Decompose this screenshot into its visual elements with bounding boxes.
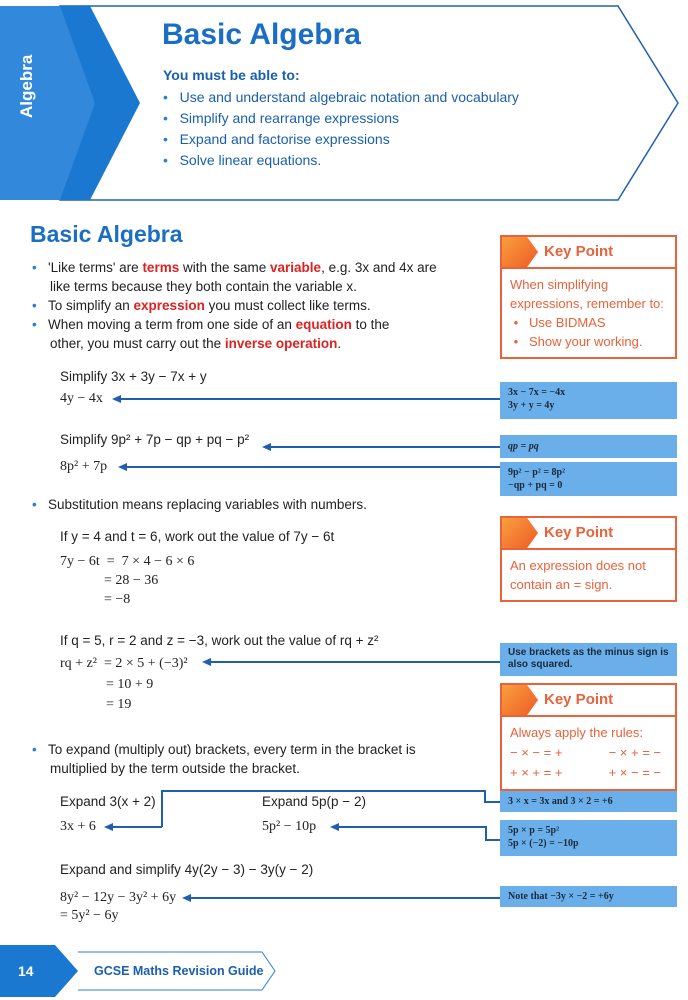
key-point-title: Key Point — [544, 524, 614, 541]
key-point-text: An expression does not — [510, 558, 646, 573]
connector-line — [336, 826, 486, 828]
sign-rule: + × + = + — [510, 765, 563, 780]
connector-line — [485, 826, 487, 840]
working-line: 7y − 6t = 7 × 4 − 6 × 6 — [60, 554, 195, 569]
objective: • Use and understand algebraic notation and vocabulary — [163, 89, 519, 105]
key-point-bullet: • Show your working. — [510, 334, 643, 349]
key-point-flag-icon — [502, 237, 538, 267]
key-point-flag-icon — [502, 685, 538, 715]
note-collect: 9p² − p² = 8p² −qp + pq = 0 — [500, 462, 677, 496]
example-simplify-2: Simplify 9p² + 7p − qp + pq − p² — [60, 432, 250, 447]
note-expand-2: 5p × p = 5p² 5p × (−2) = −10p — [500, 820, 677, 856]
key-point-box — [500, 683, 677, 791]
connector-line — [188, 897, 500, 899]
book-title: GCSE Maths Revision Guide — [94, 964, 264, 978]
page-number: 14 — [18, 963, 34, 979]
key-point-text: Always apply the rules: — [510, 725, 643, 740]
objectives-list — [163, 87, 519, 171]
key-point-title: Key Point — [544, 243, 614, 260]
answer-simplify-2: 8p² + 7p — [60, 459, 108, 474]
working-line: 8y² − 12y − 3y² + 6y — [60, 890, 177, 905]
connector-line — [124, 466, 500, 468]
working-line: = −8 — [104, 592, 131, 607]
working-line: = 5y² − 6y — [60, 908, 119, 923]
key-point-text: contain an = sign. — [510, 577, 613, 592]
connector-line — [484, 801, 500, 803]
objectives-heading: You must be able to: — [163, 67, 300, 83]
connector-line — [161, 790, 485, 792]
example-expand-2: Expand 5p(p − 2) — [262, 794, 366, 809]
objective: • Simplify and rearrange expressions — [163, 110, 400, 126]
section-tab-label: Algebra — [17, 54, 36, 118]
objective: • Expand and factorise expressions — [163, 131, 390, 147]
bullet-like-terms: • 'Like terms' are terms with the same variable, e.g. 3x and 4x are like terms because they both contain the variable x. • To simplify an expression you must collect like terms. • When moving a term from one side of an equation to the other, you must carry out the inverse operation. — [32, 260, 437, 351]
connector-line — [118, 398, 500, 400]
objective: • Solve linear equations. — [163, 152, 322, 168]
note-expand-3: Note that −3y × −2 = +6y — [500, 886, 677, 907]
note-commutative: qp = pq — [500, 435, 677, 458]
example-substitution-2: If q = 5, r = 2 and z = −3, work out the value of rq + z² — [60, 633, 379, 648]
connector-line — [110, 826, 162, 828]
connector-line — [485, 839, 500, 841]
sign-rule: − × + = − — [608, 745, 661, 760]
sign-rule: + × − = − — [608, 765, 661, 780]
key-point-box — [500, 516, 677, 602]
bullet-substitution: • Substitution means replacing variables with numbers. — [32, 497, 367, 512]
key-point-title: Key Point — [544, 691, 614, 708]
answer-expand-2: 5p² − 10p — [262, 819, 317, 834]
working-line: = 19 — [106, 697, 132, 712]
connector-line — [268, 446, 500, 448]
example-expand-1: Expand 3(x + 2) — [60, 794, 156, 809]
answer-simplify-1: 4y − 4x — [60, 391, 103, 406]
working-line: rq + z² = 2 × 5 + (−3)² — [60, 656, 188, 671]
sign-rule: − × − = + — [510, 745, 563, 760]
note-like-terms: 3x − 7x = −4x 3y + y = 4y — [500, 382, 677, 419]
example-simplify-1: Simplify 3x + 3y − 7x + y — [60, 369, 207, 384]
key-point-text: expressions, remember to: — [510, 296, 664, 311]
key-point-bullet: • Use BIDMAS — [510, 315, 606, 330]
example-expand-3: Expand and simplify 4y(2y − 3) − 3y(y − 2) — [60, 862, 314, 877]
key-point-flag-icon — [502, 518, 538, 548]
key-point-box — [500, 235, 677, 359]
connector-line — [208, 661, 500, 663]
bullet-expand: • To expand (multiply out) brackets, every term in the bracket is multiplied by the term outside the bracket. — [32, 742, 416, 776]
section-heading: Basic Algebra — [30, 221, 183, 247]
connector-line — [161, 790, 163, 827]
key-point-text: When simplifying — [510, 277, 609, 292]
answer-expand-1: 3x + 6 — [60, 819, 96, 834]
working-line: = 28 − 36 — [104, 573, 159, 588]
note-brackets: Use brackets as the minus sign is also squared. — [500, 643, 677, 676]
page-title: Basic Algebra — [162, 18, 361, 51]
note-expand-1: 3 × x = 3x and 3 × 2 = +6 — [500, 791, 677, 812]
example-substitution-1: If y = 4 and t = 6, work out the value of 7y − 6t — [60, 529, 335, 544]
working-line: = 10 + 9 — [106, 677, 154, 692]
